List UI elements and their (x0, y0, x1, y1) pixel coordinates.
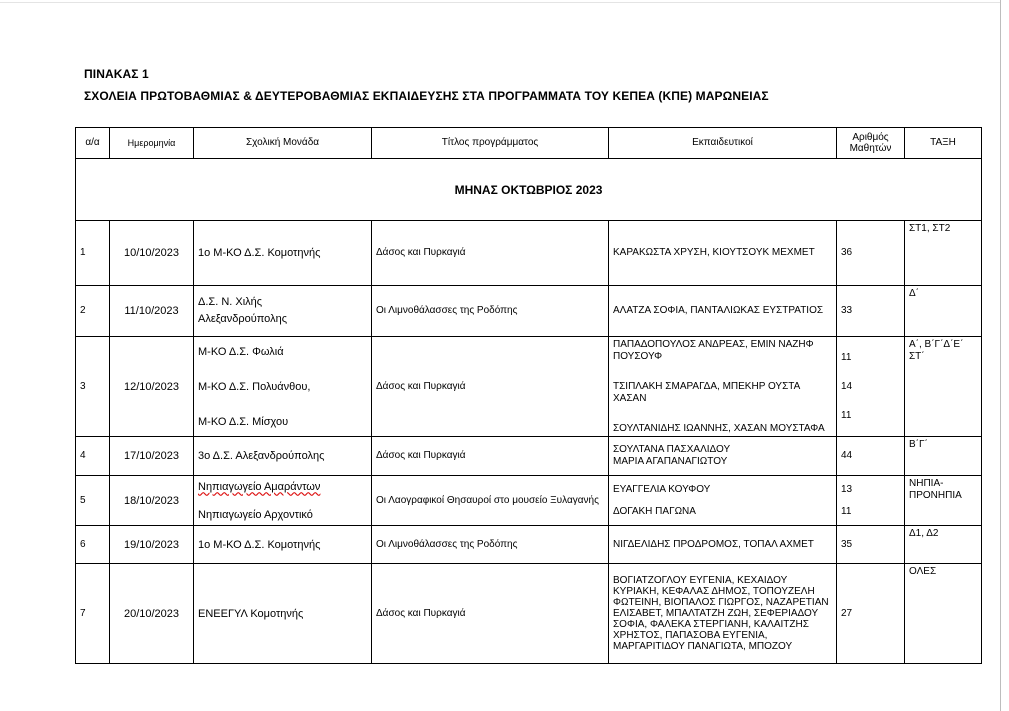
row-date: 12/10/2023 (110, 337, 194, 437)
row-date: 17/10/2023 (110, 437, 194, 476)
row-teachers (609, 476, 837, 526)
header-class: ΤΑΞΗ (905, 128, 982, 159)
row-school-item: Νηπιαγωγείο Αρχοντικό (198, 508, 313, 521)
row-date: 19/10/2023 (110, 526, 194, 564)
row-school-item: Μ-ΚΟ Δ.Σ. Πολυάνθου, (198, 380, 311, 393)
row-school-item: Μ-ΚΟ Δ.Σ. Φωλιά (198, 345, 284, 358)
header-program: Τίτλος προγράμματος (372, 128, 609, 159)
row-teacher-item: ΣΟΥΛΤΑΝΙΔΗΣ ΙΩΑΝΝΗΣ, ΧΑΣΑΝ ΜΟΥΣΤΑΦΑ (613, 422, 825, 434)
row-teacher-line2: ΜΑΡΙΑ ΑΓΑΠΑΝΑΓΙΩΤΟΥ (613, 456, 728, 467)
row-program: Οι Λιμνοθάλασσες της Ροδόπης (372, 286, 609, 337)
row-teachers (609, 337, 837, 437)
header-row (76, 128, 982, 159)
row-date: 18/10/2023 (110, 476, 194, 526)
header-school: Σχολική Μονάδα (194, 128, 372, 159)
row-class: ΝΗΠΙΑ-ΠΡΟΝΗΠΙΑ (905, 476, 982, 526)
row-teacher-item: ΠΑΠΑΔΟΠΟΥΛΟΣ ΑΝΔΡΕΑΣ, ΕΜΙΝ ΝΑΖΗΦ ΠΟΥΣΟΥΦ (613, 338, 814, 362)
row-class: Δ1, Δ2 (905, 526, 982, 564)
row-number: 4 (76, 437, 110, 476)
row-students (837, 337, 905, 437)
row-class: ΟΛΕΣ (905, 564, 982, 664)
row-students-item: 13 (841, 483, 853, 495)
row-program (372, 476, 609, 526)
row-class: Β΄Γ΄ (905, 437, 982, 476)
row-students-item: 11 (841, 505, 852, 517)
table-row (76, 221, 982, 286)
row-students: 27 (837, 564, 905, 664)
row-teachers: ΝΙΓΔΕΛΙΔΗΣ ΠΡΟΔΡΟΜΟΣ, ΤΟΠΑΛ ΑΧΜΕΤ (609, 526, 837, 564)
row-program: Δάσος και Πυρκαγιά (372, 437, 609, 476)
header-date: Ημερομηνία (110, 128, 194, 159)
row-program: Δάσος και Πυρκαγιά (372, 564, 609, 664)
row-teachers (609, 437, 837, 476)
row-students: 33 (837, 286, 905, 337)
row-date: 10/10/2023 (110, 221, 194, 286)
table-row (76, 564, 982, 664)
row-number: 6 (76, 526, 110, 564)
table-subtitle: ΣΧΟΛΕΙΑ ΠΡΩΤΟΒΑΘΜΙΑΣ & ΔΕΥΤΕΡΟΒΑΘΜΙΑΣ ΕΚΠΑΙΔΕΥΣΗΣ ΣΤΑ ΠΡΟΓΡΑΜΜΑΤΑ ΤΟΥ ΚΕΠΕΑ (ΚΠΕ) ΜΑΡΩΝΕΙΑΣ (84, 89, 769, 103)
header-students-line1: Αριθμός (852, 132, 889, 143)
row-class: Α΄, Β΄Γ΄Δ΄Ε΄ ΣΤ΄ (905, 337, 982, 437)
row-program-text: Οι Λαογραφικοί Θησαυροί στο μουσείο Ξυλαγανής (376, 494, 599, 506)
row-program: Δάσος και Πυρκαγιά (372, 221, 609, 286)
table-row (76, 526, 982, 564)
row-school-line1: Δ.Σ. Ν. Χιλής (198, 296, 263, 308)
row-program: Οι Λιμνοθάλασσες της Ροδόπης (372, 526, 609, 564)
row-date: 20/10/2023 (110, 564, 194, 664)
row-students: 44 (837, 437, 905, 476)
row-number: 2 (76, 286, 110, 337)
row-school (194, 337, 372, 437)
row-teacher-item: ΤΣΙΠΛΑΚΗ ΣΜΑΡΑΓΔΑ, ΜΠΕΚΗΡ ΟΥΣΤΑ ΧΑΣΑΝ (613, 380, 800, 404)
row-teacher-item: ΕΥΑΓΓΕΛΙΑ ΚΟΥΦΟΥ (613, 483, 711, 495)
row-teachers: ΚΑΡΑΚΩΣΤΑ ΧΡΥΣΗ, ΚΙΟΥΤΣΟΥΚ ΜΕΧΜΕΤ (609, 221, 837, 286)
table-row (76, 437, 982, 476)
row-students: 36 (837, 221, 905, 286)
header-students-line2: Μαθητών (849, 143, 892, 154)
month-row (76, 159, 982, 221)
row-students-item: 14 (841, 380, 853, 392)
page-right-edge (1000, 0, 1001, 711)
row-class: Δ΄ (905, 286, 982, 337)
row-school: 1ο Μ-ΚΟ Δ.Σ. Κομοτηνής (194, 221, 372, 286)
table-row (76, 286, 982, 337)
row-teacher-line1: ΣΟΥΛΤΑΝΑ ΠΑΣΧΑΛΙΔΟΥ (613, 444, 731, 455)
schools-table (75, 127, 982, 664)
header-students (837, 128, 905, 159)
row-school: ΕΝΕΕΓΥΛ Κομοτηνής (194, 564, 372, 664)
row-students-item: 11 (841, 351, 852, 363)
table-row (76, 337, 982, 437)
row-class: ΣΤ1, ΣΤ2 (905, 221, 982, 286)
page-top-edge (0, 2, 1000, 3)
row-teachers: ΒΟΓΙΑΤΖΟΓΛΟΥ ΕΥΓΕΝΙΑ, ΚΕΧΑΙΔΟΥ ΚΥΡΙΑΚΗ, ΚΕΦΑΛΑΣ ΔΗΜΟΣ, ΤΟΠΟΥΖΕΛΗ ΦΩΤΕΙΝΗ, ΒΙΟΠΑΛΟΣ ΓΙΩΡΓΟΣ, ΝΑΖΑΡΕΤΙΑΝ ΕΛΙΣΑΒΕΤ, ΜΠΑΛΤΑΤΖΗ ΖΩΗ, ΣΕΦΕΡΙΑΔΟΥ ΣΟΦΙΑ, ΦΑΛΕΚΑ ΣΤΕΡΓΙΑΝΗ, ΚΑΛΑΙΤΖΗΣ ΧΡΗΣΤΟΣ, ΠΑΠΑΣΟΒΑ ΕΥΓΕΝΙΑ, ΜΑΡΓΑΡΙΤΙΔΟΥ ΠΑΝΑΓΙΩΤΑ, ΜΠΟΖΟΥ (609, 564, 837, 664)
row-number: 7 (76, 564, 110, 664)
row-school-item (198, 481, 367, 493)
row-number: 5 (76, 476, 110, 526)
row-school-line2: Αλεξανδρούπολης (198, 313, 288, 325)
header-aa: α/α (76, 128, 110, 159)
row-school-item: Μ-ΚΟ Δ.Σ. Μίσχου (198, 415, 289, 428)
row-students: 35 (837, 526, 905, 564)
table-row (76, 476, 982, 526)
row-number: 1 (76, 221, 110, 286)
row-school: 3ο Δ.Σ. Αλεξανδρούπολης (194, 437, 372, 476)
row-students-item: 11 (841, 409, 852, 421)
row-teacher-item: ΔΟΓΑΚΗ ΠΑΓΩΝΑ (613, 505, 696, 517)
row-school (194, 476, 372, 526)
header-teachers: Εκπαιδευτικοί (609, 128, 837, 159)
row-students (837, 476, 905, 526)
row-school: 1ο Μ-ΚΟ Δ.Σ. Κομοτηνής (194, 526, 372, 564)
row-number: 3 (76, 337, 110, 437)
month-heading: ΜΗΝΑΣ ΟΚΤΩΒΡΙΟΣ 2023 (76, 159, 982, 221)
row-date: 11/10/2023 (110, 286, 194, 337)
row-program: Δάσος και Πυρκαγιά (372, 337, 609, 437)
table-title: ΠΙΝΑΚΑΣ 1 (84, 67, 149, 81)
row-school (194, 286, 372, 337)
row-teachers: ΑΛΑΤΖΑ ΣΟΦΙΑ, ΠΑΝΤΑΛΙΩΚΑΣ ΕΥΣΤΡΑΤΙΟΣ (609, 286, 837, 337)
row-school-item-text: Νηπιαγωγείο Αμαράντων (198, 480, 321, 493)
